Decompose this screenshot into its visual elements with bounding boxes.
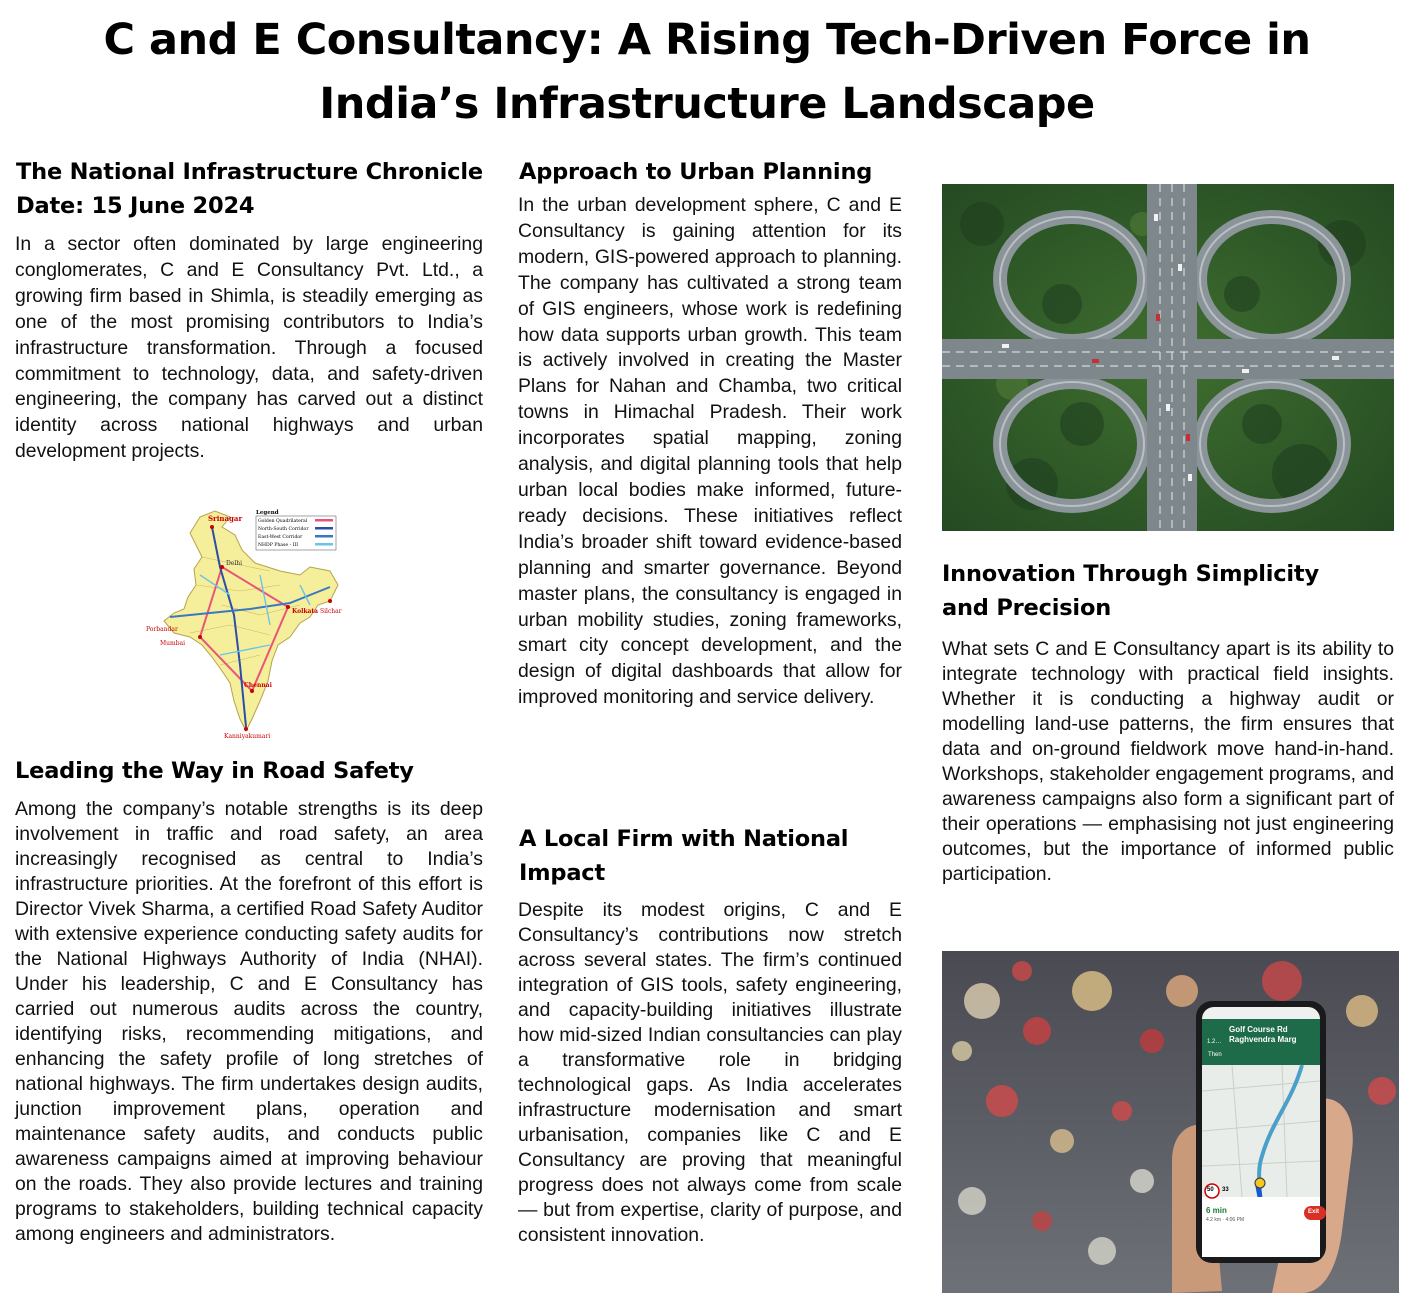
city-dot — [198, 635, 202, 639]
title-line-2: India’s Infrastructure Landscape — [319, 79, 1095, 129]
city-label: Srinagar — [208, 514, 243, 523]
local-firm-heading-line-1: A Local Firm with National — [519, 826, 849, 852]
nav-distance: 1.2… — [1207, 1039, 1222, 1045]
innovation-heading-line-1: Innovation Through Simplicity — [942, 561, 1319, 587]
city-dot — [328, 599, 332, 603]
city-label: Mumbai — [160, 640, 186, 647]
legend-swatch — [315, 527, 333, 530]
road-safety-paragraph: Among the company’s notable strengths is its deep involvement in traffic and road safety, an area increasingly recognised as central to India’s infrastructure priorities. At the forefront of this effort is Director Vivek Sharma, a certified Road Safety Auditor with extensive experience conducting safety audits for the National Highways Authority of India (NHAI). Under his leadership, C and E Consultancy has carried out numerous audits across the country, identifying risks, recommending mitigations, and enhancing the safety profile of long stretches of national highways. The firm undertakes design audits, junction improvement plans, operation and maintenance safety audits, and conducts public awareness campaigns aimed at improving behaviour on the roads. They also provide lectures and training programs to stakeholders, building technical capacity among engineers and administrators. — [15, 798, 483, 1245]
city-label: Chennai — [244, 682, 272, 689]
map-legend — [256, 510, 336, 550]
legend-label: Golden Quadrilateral — [258, 519, 308, 524]
local-firm-paragraph: Despite its modest origins, C and E Consultancy’s contributions now stretch across several states. The firm’s continued integration of GIS tools, safety engineering, and capacity-building initiatives illustrate how mid-sized Indian consultancies can play a transformative role in bridging technological gaps. As India accelerates infrastructure modernisation and smart urbanisation, companies like C and E Consultancy are proving that meaningful progress does not always come from scale — but from expertise, clarity of purpose, and consistent innovation. — [518, 899, 902, 1246]
speed-limit: 50 — [1207, 1187, 1214, 1193]
legend-label: North-South Corridor — [258, 527, 309, 532]
legend-swatch — [315, 543, 333, 546]
city-dot — [220, 565, 224, 569]
city-label: Silchar — [320, 608, 342, 615]
local-firm-heading — [519, 822, 904, 890]
city-dot — [244, 727, 248, 731]
eta-time: 6 min — [1206, 1206, 1227, 1215]
intro-paragraph: In a sector often dominated by large engineering conglomerates, C and E Consultancy Pvt. Ltd., a growing firm based in Shimla, is steadily emerging as one of the most promising contributors to India’s infrastructure transformation. Through a focused commitment to technology, data, and safety-driven engineering, the company has carved out a distinct identity across national highways and urban development projects. — [15, 233, 483, 463]
innovation-heading — [942, 557, 1394, 625]
city-dot — [286, 605, 290, 609]
city-label: Porbandar — [146, 626, 178, 633]
legend-title: Legend — [256, 510, 279, 516]
phone-navigation-photo — [942, 951, 1399, 1293]
city-label: Delhi — [226, 560, 243, 567]
city-dot — [250, 689, 254, 693]
innovation-heading-line-2: and Precision — [942, 595, 1112, 621]
current-speed: 33 — [1222, 1187, 1229, 1193]
eta-detail: 4.2 km · 4:06 PM — [1206, 1217, 1245, 1223]
india-highway-map — [146, 505, 345, 740]
publication-name: The National Infrastructure Chronicle — [16, 159, 483, 185]
nav-street-line-1: Golf Course Rd — [1229, 1025, 1288, 1034]
title-line-1: C and E Consultancy: A Rising Tech-Driven Force in — [103, 15, 1311, 65]
nav-street-line-2: Raghvendra Marg — [1229, 1035, 1297, 1044]
masthead — [16, 155, 486, 223]
city-label: Kolkata — [292, 608, 319, 615]
exit-button[interactable]: Exit — [1308, 1209, 1320, 1215]
highway-interchange-photo — [942, 184, 1394, 531]
legend-label: East-West Corridor — [258, 535, 303, 540]
legend-swatch — [315, 519, 333, 522]
legend-swatch — [315, 535, 333, 538]
urban-planning-heading: Approach to Urban Planning — [519, 159, 873, 185]
nav-street — [1229, 1025, 1321, 1045]
city-dot — [210, 525, 214, 529]
nav-then: Then — [1208, 1052, 1222, 1058]
local-firm-heading-line-2: Impact — [519, 860, 605, 886]
publication-date: Date: 15 June 2024 — [16, 193, 255, 219]
urban-planning-paragraph: In the urban development sphere, C and E Consultancy is gaining attention for its modern, GIS-powered approach to planning. The company has cultivated a strong team of GIS engineers, whose work is redefining how data supports urban growth. This team is actively involved in creating the Master Plans for Nahan and Chamba, two critical towns in Himachal Pradesh. Their work incorporates spatial mapping, zoning analysis, and digital planning tools that help urban local bodies make informed, future-ready decisions. These initiatives reflect India’s broader shift toward evidence-based planning and smarter governance. Beyond master plans, the consultancy is engaged in urban mobility studies, zoning frameworks, smart city concept development, and the design of digital dashboards that allow for improved monitoring and service delivery. — [518, 194, 902, 709]
innovation-paragraph: What sets C and E Consultancy apart is its ability to integrate technology with practical field insights. Whether it is conducting a highway audit or modelling land-use patterns, the firm ensures that data and on-ground fieldwork move hand-in-hand. Workshops, stakeholder engagement programs, and awareness campaigns also form a significant part of their operations — emphasising not just engineering outcomes, but the importance of informed public participation. — [942, 638, 1394, 885]
legend-label: NHDP Phase - III — [258, 543, 299, 548]
page-title — [0, 8, 1414, 136]
city-label: Kanniyakumari — [224, 733, 271, 740]
road-safety-heading: Leading the Way in Road Safety — [15, 758, 414, 784]
